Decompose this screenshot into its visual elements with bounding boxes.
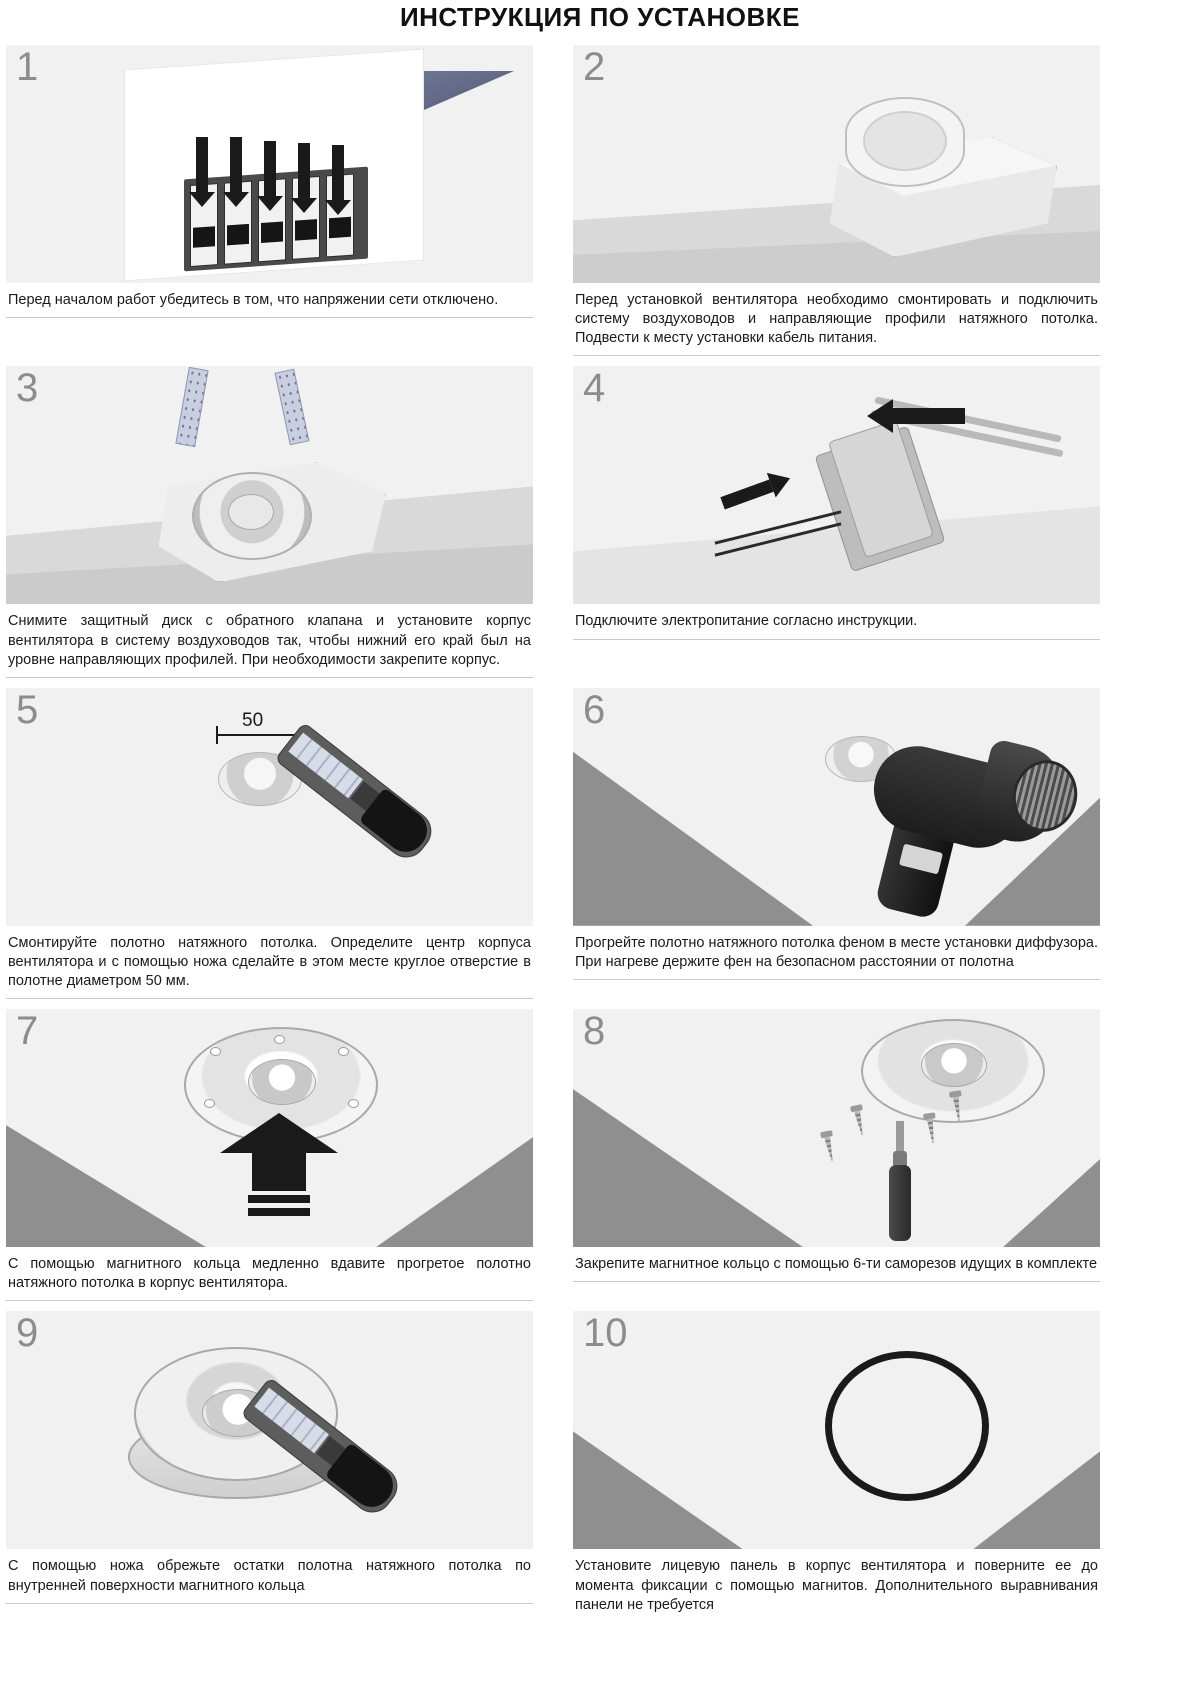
mounting-strap <box>175 367 208 447</box>
down-arrow-icon <box>230 137 242 193</box>
step-number: 6 <box>583 687 606 732</box>
step-2-illustration <box>573 45 1100 283</box>
divider <box>6 1300 533 1301</box>
step-caption: С помощью ножа обрежьте остатки полотна натяжного потолка по внутренней поверхности магнитного кольца <box>8 1558 531 1594</box>
step-8-illustration <box>573 1009 1100 1247</box>
step-caption: Перед началом работ убедитесь в том, что напряжении сети отключено. <box>8 292 499 308</box>
mounting-strap <box>275 369 310 446</box>
step-caption: Установите лицевую панель в корпус вентилятора и поверните ее до момента фиксации с помощью магнитов. Дополнительного выравнивания панели не требуется <box>575 1558 1098 1613</box>
step-caption: Перед установкой вентилятора необходимо смонтировать и подключить систему воздуховодов и направляющие профили натяжного потолка. Подвести к месту установки кабель питания. <box>575 292 1098 347</box>
face-panel-ring <box>825 1351 989 1501</box>
step-6 <box>573 688 1100 999</box>
step-3 <box>6 366 533 677</box>
ceiling-plane-shade <box>573 1089 803 1247</box>
step-caption: Смонтируйте полотно натяжного потолка. Определите центр корпуса вентилятора и с помощью ножа сделайте в этом месте круглое отверстие в полотне диаметром 50 мм. <box>8 934 531 989</box>
step-1-illustration <box>6 45 533 283</box>
breaker-toggle <box>295 219 317 241</box>
step-caption: Подключите электропитание согласно инструкции. <box>575 613 918 630</box>
divider <box>573 355 1100 356</box>
step-10 <box>573 1311 1100 1622</box>
divider <box>573 639 1100 640</box>
step-number: 9 <box>16 1311 39 1356</box>
step-number: 3 <box>16 366 39 411</box>
ceiling-plane-shade <box>1003 1159 1100 1247</box>
step-number: 8 <box>583 1009 606 1054</box>
divider <box>6 998 533 999</box>
breaker-toggle <box>227 224 249 246</box>
step-number: 7 <box>16 1009 39 1054</box>
breaker-toggle <box>329 217 351 239</box>
step-9 <box>6 1311 533 1622</box>
down-arrow-icon <box>332 145 344 201</box>
ceiling-plane <box>6 728 206 926</box>
diffuser-hub <box>248 1059 316 1105</box>
diffuser-hub <box>921 1043 987 1087</box>
step-9-illustration <box>6 1311 533 1549</box>
step-number: 5 <box>16 687 39 732</box>
ceiling-plane-shade <box>376 1137 533 1247</box>
step-10-illustration <box>573 1311 1100 1549</box>
down-arrow-icon <box>264 141 276 197</box>
step-caption: Прогрейте полотно натяжного потолка феном в месте установки диффузора. При нагреве держите фен на безопасном расстоянии от полотна <box>575 934 1098 970</box>
breaker-toggle <box>261 222 283 244</box>
divider <box>6 677 533 678</box>
step-number: 10 <box>583 1311 628 1356</box>
ceiling-plane-shade <box>973 1451 1100 1549</box>
left-arrow-icon <box>893 408 965 424</box>
step-7 <box>6 1009 533 1301</box>
divider <box>6 1603 533 1604</box>
page-title: ИНСТРУКЦИЯ ПО УСТАНОВКЕ <box>399 2 801 32</box>
duct-opening <box>863 111 947 171</box>
up-arrow-icon <box>220 1113 340 1209</box>
down-arrow-icon <box>298 143 310 199</box>
step-7-illustration <box>6 1009 533 1247</box>
step-4-illustration <box>573 366 1100 604</box>
screwdriver <box>889 1121 911 1241</box>
divider <box>6 317 533 318</box>
steps-grid <box>6 45 1194 1633</box>
down-arrow-icon <box>196 137 208 193</box>
step-2 <box>573 45 1100 356</box>
step-number: 1 <box>16 45 39 89</box>
step-6-illustration <box>573 688 1100 926</box>
breaker-toggle <box>193 226 215 248</box>
step-5 <box>6 688 533 999</box>
right-arrow-icon <box>720 480 773 510</box>
divider <box>573 979 1100 980</box>
screw <box>820 1130 838 1162</box>
step-4 <box>573 366 1100 677</box>
step-caption: С помощью магнитного кольца медленно вдавите прогретое полотно натяжного потолка в корпус вентилятора. <box>8 1256 531 1292</box>
step-number: 4 <box>583 366 606 411</box>
step-number: 2 <box>583 45 606 89</box>
dimension-value: 50 <box>242 709 264 731</box>
ceiling-plane-shade <box>6 1125 206 1247</box>
step-1 <box>6 45 533 356</box>
step-caption: Закрепите магнитное кольцо с помощью 6-ти саморезов идущих в комплекте <box>575 1256 1098 1273</box>
divider <box>573 1281 1100 1282</box>
step-3-illustration <box>6 366 533 604</box>
screw <box>850 1104 868 1136</box>
step-caption: Снимите защитный диск с обратного клапана и установите корпус вентилятора в систему воздуховодов так, чтобы нижний его край был на уровне направляющих профилей. При необходимости закрепите корпус. <box>8 613 531 668</box>
step-5-illustration <box>6 688 533 926</box>
ceiling-plane-shade <box>573 752 813 926</box>
ceiling-plane-shade <box>573 1431 743 1549</box>
step-8 <box>573 1009 1100 1301</box>
utility-knife <box>268 722 438 872</box>
